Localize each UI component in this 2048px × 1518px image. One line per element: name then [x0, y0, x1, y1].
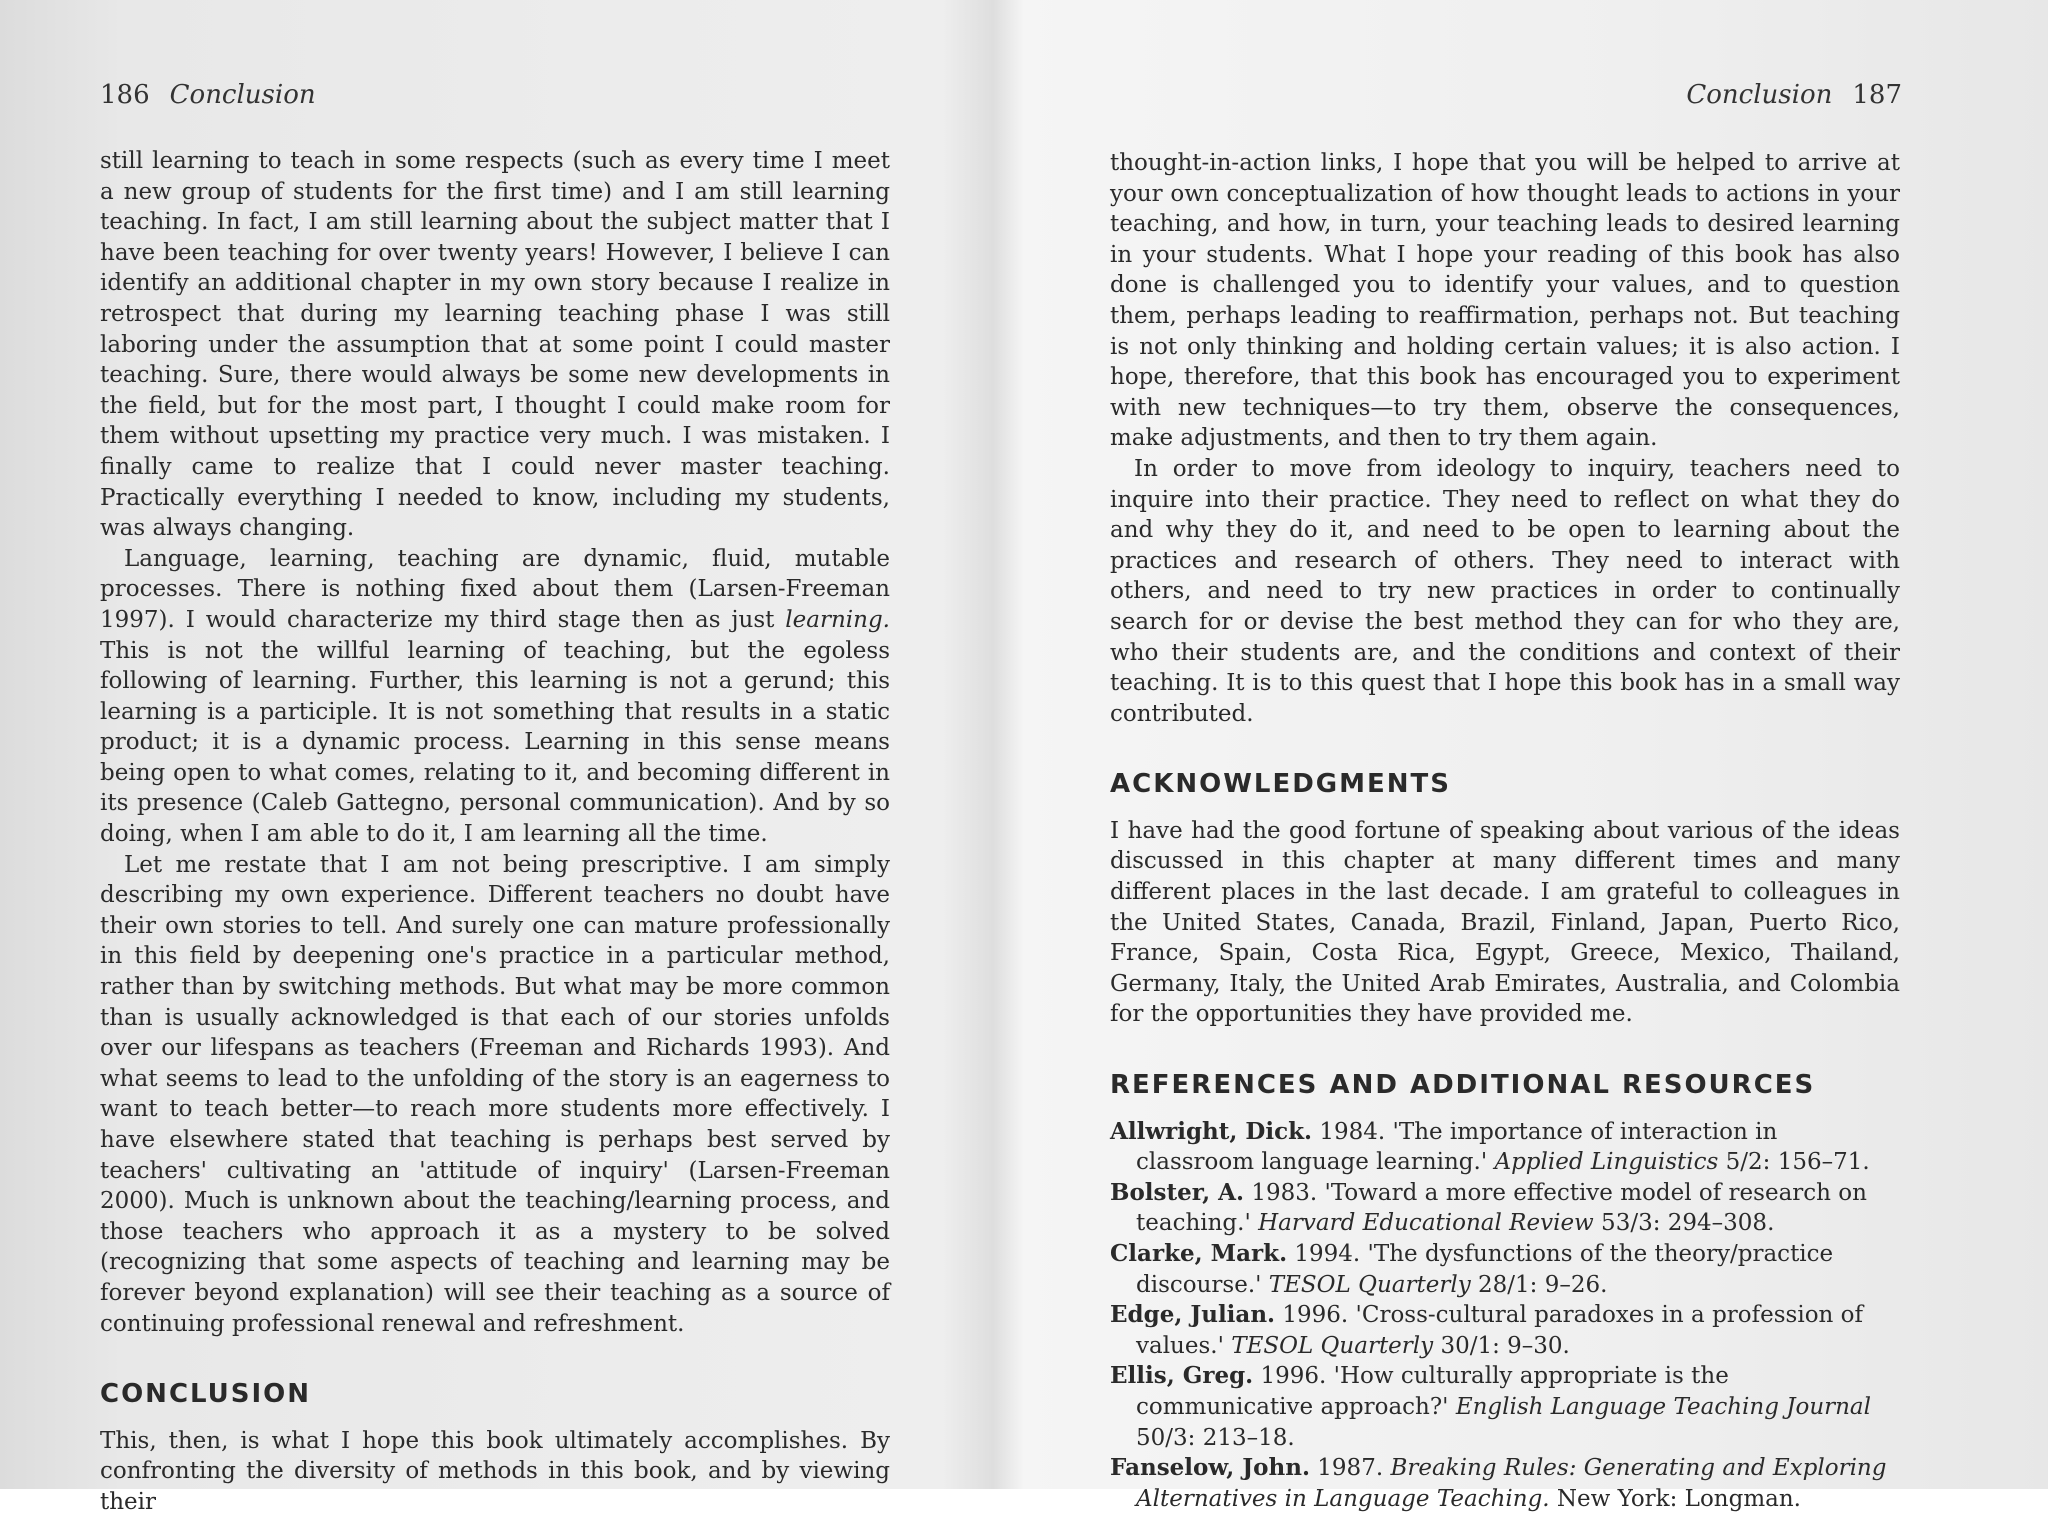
paragraph: In order to move from ideology to inquiry, teachers need to inquire into their practice. They need to reflect on what they do and why they do it, and need to be open to learning about the practices and research of others. They need to interact with others, and need to try new practices in order to continually search for or devise the best method they can for who they are, who their students are, and the conditions and context of their teaching. It is to this quest that I hope this book has in a small way contributed. — [1110, 455, 1900, 727]
page-number: 187 — [1852, 80, 1902, 110]
paragraph: still learning to teach in some respects (such as every time I meet a new group of students for the first time) and I am still learning teaching. In fact, I am still learning about the subject matter that I have been teaching for over twenty years! However, I believe I can identify an additional chapter in my own story because I realize in retrospect that during my learning teaching phase I was still laboring under the assumption that at some point I could master teaching. Sure, there would always be some new developments in the field, but for the most part, I thought I could make room for them without upsetting my practice very much. I was mistaken. I finally came to realize that I could never master teaching. Practically everything I needed to know, including my students, was always changing. — [100, 148, 890, 542]
left-page — [0, 0, 1000, 1515]
emphasis-text: learning. — [785, 606, 890, 633]
section-heading-conclusion: CONCLUSION — [100, 1379, 312, 1410]
reference-text: 1996. 'How culturally appropriate is the communicative approach?' — [1136, 1363, 1729, 1420]
reference-text: 1983. 'Toward a more effective model of research on teaching.' — [1136, 1179, 1867, 1237]
reference-text: 1987. — [1309, 1455, 1391, 1482]
paragraph: This, then, is what I hope this book ultimately accomplishes. By confronting the diversity of methods in this book, and by viewing their — [100, 1427, 890, 1515]
reference-tail: 30/1: 9–30. — [1433, 1332, 1570, 1359]
page-number: 186 — [100, 80, 150, 110]
section-heading-acknowledgments: ACKNOWLEDGMENTS — [1110, 769, 1451, 800]
reference-source: English Language Teaching Journal — [1455, 1393, 1872, 1420]
reference-item — [1110, 1453, 1900, 1514]
reference-tail: New York: Longman. — [1549, 1485, 1801, 1512]
running-head: Conclusion — [169, 80, 316, 110]
reference-author: Allwright, Dick. — [1110, 1117, 1313, 1145]
reference-tail: 28/1: 9–26. — [1470, 1271, 1608, 1298]
reference-source: Applied Linguistics — [1494, 1149, 1719, 1176]
reference-source: Breaking Rules: Generating and Exploring Alternatives in Language Teaching. — [1136, 1455, 1887, 1512]
reference-tail: 53/3: 294–308. — [1593, 1210, 1775, 1237]
paragraph-text: Language, learning, teaching are dynamic, fluid, mutable processes. There is nothing fixed about them (Larsen-Freeman 1997). I would characterize my third stage then as just — [100, 545, 890, 633]
reference-item — [1110, 1117, 1900, 1178]
left-page-body — [100, 146, 890, 1518]
running-head: Conclusion — [1686, 80, 1833, 110]
section-heading-references: REFERENCES AND ADDITIONAL RESOURCES — [1110, 1070, 1816, 1101]
paragraph: Let me restate that I am not being prescriptive. I am simply describing my own experience. Different teachers no doubt have their own stories to tell. And surely one can mature professionally in this field by deepening one's practice in a particular method, rather than by switching methods. But what may be more common than is usually acknowledged is that each of our stories unfolds over our lifespans as teachers (Freeman and Richards 1993). And what seems to lead to the unfolding of the story is an eagerness to want to teach better—to reach more students more effectively. I have elsewhere stated that teaching is perhaps best served by teachers' cultivating an 'attitude of inquiry' (Larsen-Freeman 2000). Much is unknown about the teaching/learning process, and those teachers who approach it as a mystery to be solved (recognizing that some aspects of teaching and learning may be forever beyond explanation) will see their teaching as a source of continuing professional renewal and refreshment. — [100, 851, 890, 1337]
paragraph-text: This is not the willful learning of teaching, but the egoless following of learning. Further, this learning is not a gerund; this learning is a participle. It is not something that results in a static product; it is a dynamic process. Learning in this sense means being open to what comes, relating to it, and becoming different in its presence (Caleb Gattegno, personal communication). And by so doing, when I am able to do it, I am learning all the time. — [100, 637, 890, 848]
reference-text: 1994. 'The dysfunctions of the theory/practice discourse.' — [1136, 1241, 1834, 1298]
reference-tail: 5/2: 156–71. — [1718, 1149, 1870, 1176]
reference-text: 1984. 'The importance of interaction in classroom language learning.' — [1136, 1118, 1778, 1176]
paragraph — [100, 544, 890, 850]
reference-item — [1110, 1239, 1900, 1300]
reference-author: Edge, Julian. — [1110, 1301, 1276, 1329]
left-page-header — [100, 80, 316, 110]
right-page-header — [1686, 80, 1902, 110]
reference-source: Harvard Educational Review — [1258, 1210, 1594, 1237]
paragraph: thought-in-action links, I hope that you will be helped to arrive at your own conceptualization of how thought leads to actions in your teaching, and how, in turn, your teaching leads to desired learning in your students. What I hope your reading of this book has also done is challenged you to identify your values, and to question them, perhaps leading to reaffirmation, perhaps not. But teaching is not only thinking and holding certain values; it is also action. I hope, therefore, that this book has encouraged you to experiment with new techniques—to try them, observe the consequences, make adjustments, and then to try them again. — [1110, 150, 1900, 452]
reference-item — [1110, 1361, 1900, 1453]
reference-author: Bolster, A. — [1110, 1178, 1245, 1206]
right-page-body — [1110, 148, 1900, 1514]
reference-author: Fanselow, John. — [1110, 1454, 1310, 1482]
paragraph: I have had the good fortune of speaking about various of the ideas discussed in this chapter at many different times and many different places in the last decade. I am grateful to colleagues in the United States, Canada, Brazil, Finland, Japan, Puerto Rico, France, Spain, Costa Rica, Egypt, Greece, Mexico, Thailand, Germany, Italy, the United Arab Emirates, Australia, and Colombia for the opportunities they have provided me. — [1110, 817, 1900, 1028]
reference-source: TESOL Quarterly — [1231, 1332, 1434, 1359]
reference-author: Clarke, Mark. — [1110, 1240, 1288, 1267]
reference-list — [1110, 1117, 1900, 1515]
reference-tail: 50/3: 213–18. — [1136, 1424, 1295, 1451]
reference-item — [1110, 1300, 1900, 1361]
reference-source: TESOL Quarterly — [1268, 1271, 1471, 1298]
reference-author: Ellis, Greg. — [1110, 1362, 1254, 1390]
reference-item — [1110, 1178, 1900, 1239]
right-page — [1000, 0, 2048, 1512]
reference-text: 1996. 'Cross-cultural paradoxes in a profession of values.' — [1136, 1302, 1864, 1359]
